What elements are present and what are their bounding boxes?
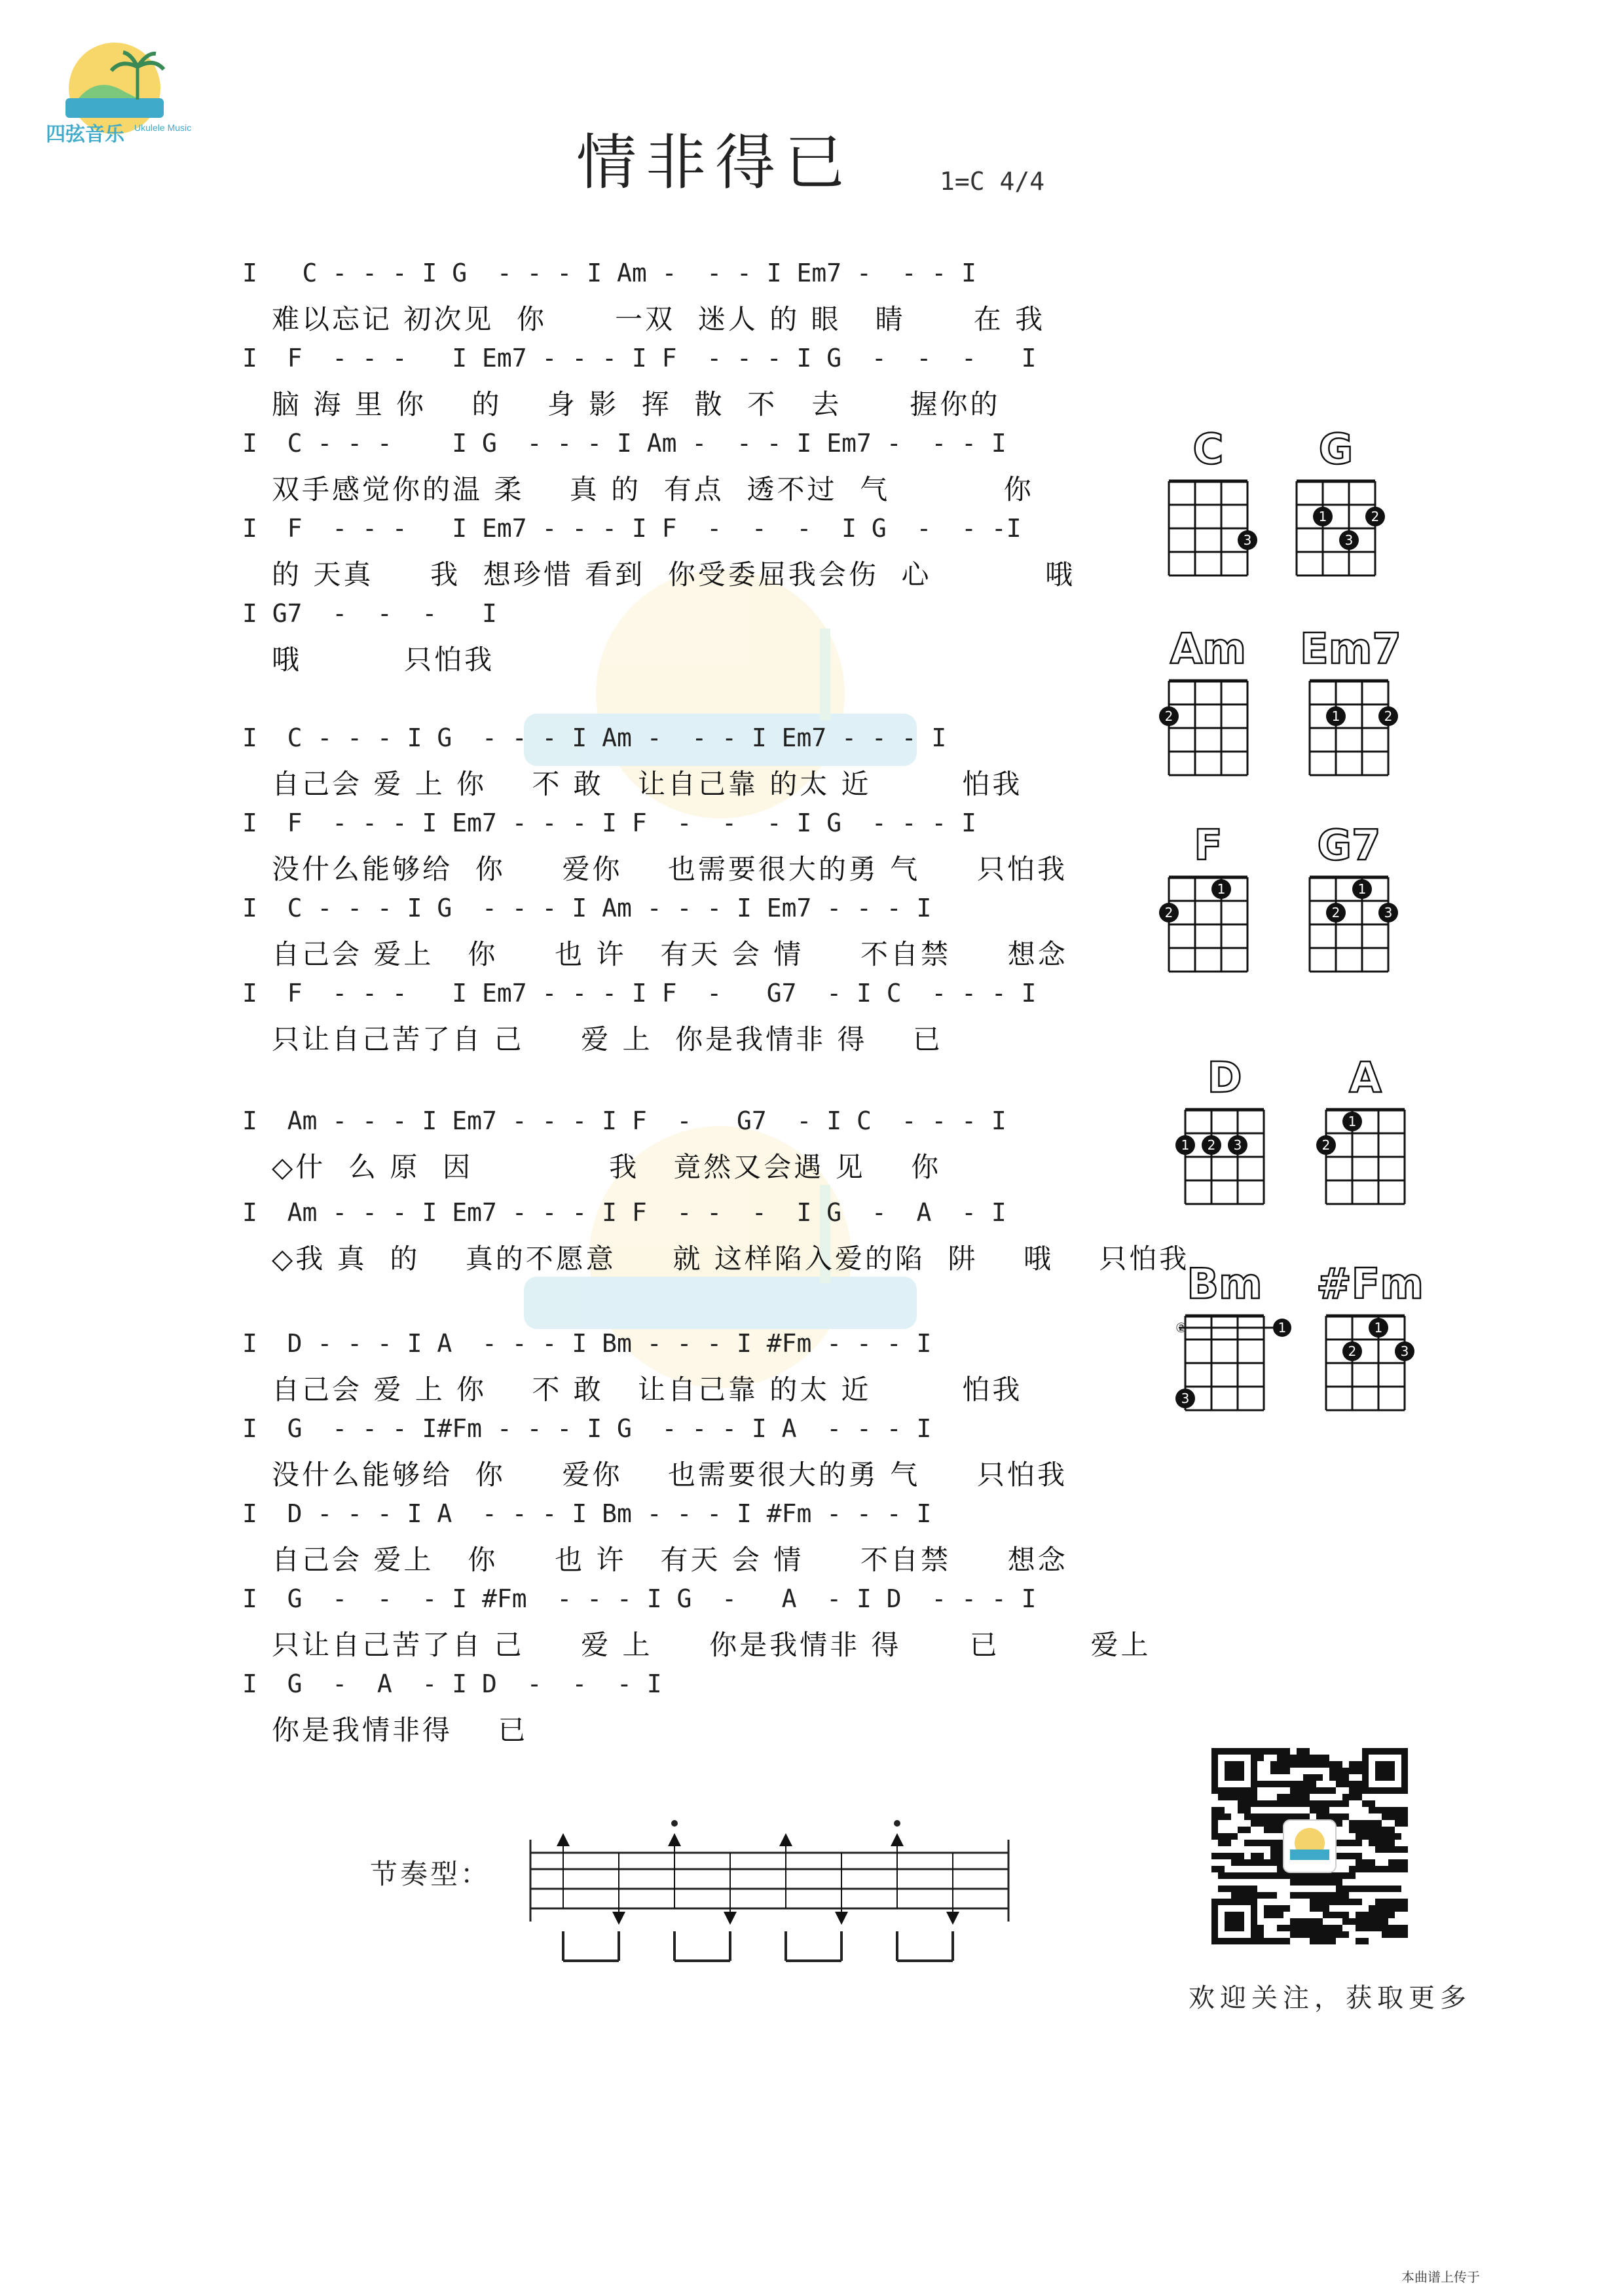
chord-line: I G - - - I#Fm - - - I G - - - I A - - - I [242,1414,932,1443]
chord-line: I F - - - I Em7 - - - I F - - - I G - - - I [242,809,977,837]
finger-number: 3 [1384,905,1393,920]
strum-up-icon [779,1833,792,1846]
lyric-line: 难以忘记 初次见 你 一双 迷人 的 眼 睛 在 我 [272,303,1046,335]
finger-number: 2 [1321,1137,1331,1153]
chord-name: D [1207,1054,1242,1102]
lyric-line: 没什么能够给 你 爱你 也需要很大的勇 气 只怕我 [272,1459,1067,1491]
lyric-line: 只让自己苦了自 己 爱 上 你是我情非 得 已 [272,1023,943,1055]
chord-diagram [1316,1260,1424,1437]
lyric-line: ◇我 真 的 真的不愿意 就 这样陷入爱的陷 阱 哦 只怕我 [272,1243,1190,1275]
chord-name: G [1318,426,1354,474]
chord-line: I C - - - I G - - - I Am - - - I Em7 - - - I [242,259,977,287]
strum-down-icon [612,1912,625,1925]
fretboard-grid [1175,1313,1287,1437]
finger-number: 2 [1164,708,1173,724]
chord-line: I C - - - I G - - - I Am - - - I Em7 - - - I [242,429,1006,458]
rhythm-label: 节奏型： [370,1858,491,1890]
chord-diagram [1300,822,1398,998]
chord-diagram [1316,1054,1414,1231]
fretboard-grid [1316,1106,1414,1231]
finger-number: 3 [1400,1343,1409,1359]
finger-number: 1 [1374,1320,1383,1336]
strum-up-icon [557,1833,570,1846]
chord-name: C [1192,426,1224,474]
lyric-line: 只让自己苦了自 己 爱 上 你是我情非 得 已 爱上 [272,1629,1151,1661]
chord-line: I G7 - - - I [242,599,497,628]
finger-number: 2 [1207,1137,1216,1153]
lyric-line: ◇什 么 原 因 我 竟然又会遇 见 你 [272,1151,942,1183]
finger-number: 1 [1331,708,1340,724]
chord-line: I F - - - I Em7 - - - I F - G7 - I C - - - I [242,979,1037,1008]
finger-number: 1 [1278,1320,1287,1336]
chord-diagram [1159,625,1257,802]
chord-name: Em7 [1300,625,1401,674]
finger-number: 2 [1384,708,1393,724]
finger-number: 1 [1357,881,1367,897]
fretboard-grid [1159,874,1257,998]
fretboard-grid [1300,678,1398,802]
chord-diagram [1159,426,1257,602]
chord-line: I Am - - - I Em7 - - - I F - G7 - I C - - - I [242,1106,1006,1135]
fretboard-grid [1316,1313,1414,1437]
finger-number: 2 [1348,1343,1357,1359]
qr-caption: 欢迎关注，获取更多 [1189,1983,1471,2013]
chord-line: I D - - - I A - - - I Bm - - - I #Fm - - - I [242,1499,932,1528]
brand-logo [39,39,190,151]
lyric-line: 哦 只怕我 [272,644,495,676]
key-signature: 1=C 4/4 [940,167,1045,196]
chord-line: I F - - - I Em7 - - - I F - - - I G - - - I [242,344,1037,373]
lyric-line: 没什么能够给 你 爱你 也需要很大的勇 气 只怕我 [272,853,1067,885]
strum-pattern [517,1813,1015,1977]
chord-line: I C - - - I G - - - I Am - - - I Em7 - - - I [242,894,932,922]
logo-subtext: Ukulele Music [134,122,192,133]
fretboard-grid [1159,478,1257,602]
lyric-line: 脑 海 里 你 的 身 影 挥 散 不 去 握你的 [272,388,1001,420]
lyric-line: 双手感觉你的温 柔 真 的 有点 透不过 气 你 [272,473,1034,505]
qr-code[interactable] [1211,1748,1408,1944]
chord-name: #Fm [1316,1260,1424,1309]
strum-down-icon [724,1912,737,1925]
strum-up-icon [668,1833,681,1846]
chord-name: Am [1170,625,1247,674]
chord-line: I F - - - I Em7 - - - I F - - - I G - - -I [242,514,1022,543]
finger-number: 3 [1181,1391,1190,1406]
fretboard-grid [1175,1106,1274,1231]
finger-number: 1 [1318,509,1327,524]
lyric-line: 自己会 爱 上 你 不 敢 让自己靠 的太 近 怕我 [272,768,1023,800]
chord-diagram [1287,426,1385,602]
strum-down-icon [946,1912,959,1925]
song-title: 情非得已 [576,128,855,198]
chord-diagram [1175,1260,1287,1437]
lyric-line: 自己会 爱上 你 也 许 有天 会 情 不自禁 想念 [272,1544,1068,1576]
chord-name: A [1349,1054,1382,1102]
fret-marker: ② [1175,1320,1187,1336]
chord-name: Bm [1187,1260,1263,1309]
chord-line: I Am - - - I Em7 - - - I F - - - I G - A - I [242,1198,1006,1227]
finger-number: 3 [1243,532,1252,548]
fretboard-grid [1159,678,1257,802]
chord-line: I C - - - I G - - - I Am - - - I Em7 - - - I [242,723,947,752]
fretboard-grid [1300,874,1398,998]
logo-text: 四弦音乐 [46,124,124,145]
strum-down-icon [835,1912,848,1925]
chord-name: F [1194,822,1223,870]
finger-number: 3 [1344,532,1354,548]
lyric-line: 自己会 爱 上 你 不 敢 让自己靠 的太 近 怕我 [272,1374,1023,1406]
chord-name: G7 [1317,822,1381,870]
finger-number: 3 [1233,1137,1242,1153]
upload-note: 本曲谱上传于 [1401,2269,1480,2285]
lyric-line: 自己会 爱上 你 也 许 有天 会 情 不自禁 想念 [272,938,1068,970]
finger-number: 1 [1181,1137,1190,1153]
chord-line: I D - - - I A - - - I Bm - - - I #Fm - - - I [242,1329,932,1358]
chord-line: I G - - - I #Fm - - - I G - A - I D - - - I [242,1584,1037,1613]
chord-diagram [1175,1054,1274,1231]
finger-number: 1 [1217,881,1226,897]
fretboard-grid [1287,478,1385,602]
chord-line: I G - A - I D - - - I [242,1669,662,1698]
finger-number: 1 [1348,1114,1357,1129]
finger-number: 2 [1164,905,1173,920]
chord-diagram [1300,625,1401,802]
chord-diagram [1159,822,1257,998]
finger-number: 2 [1331,905,1340,920]
lyric-line: 的 天真 我 想珍惜 看到 你受委屈我会伤 心 哦 [272,558,1076,591]
lyric-line: 你是我情非得 已 [272,1714,528,1746]
strum-up-icon [891,1833,904,1846]
finger-number: 2 [1371,509,1380,524]
